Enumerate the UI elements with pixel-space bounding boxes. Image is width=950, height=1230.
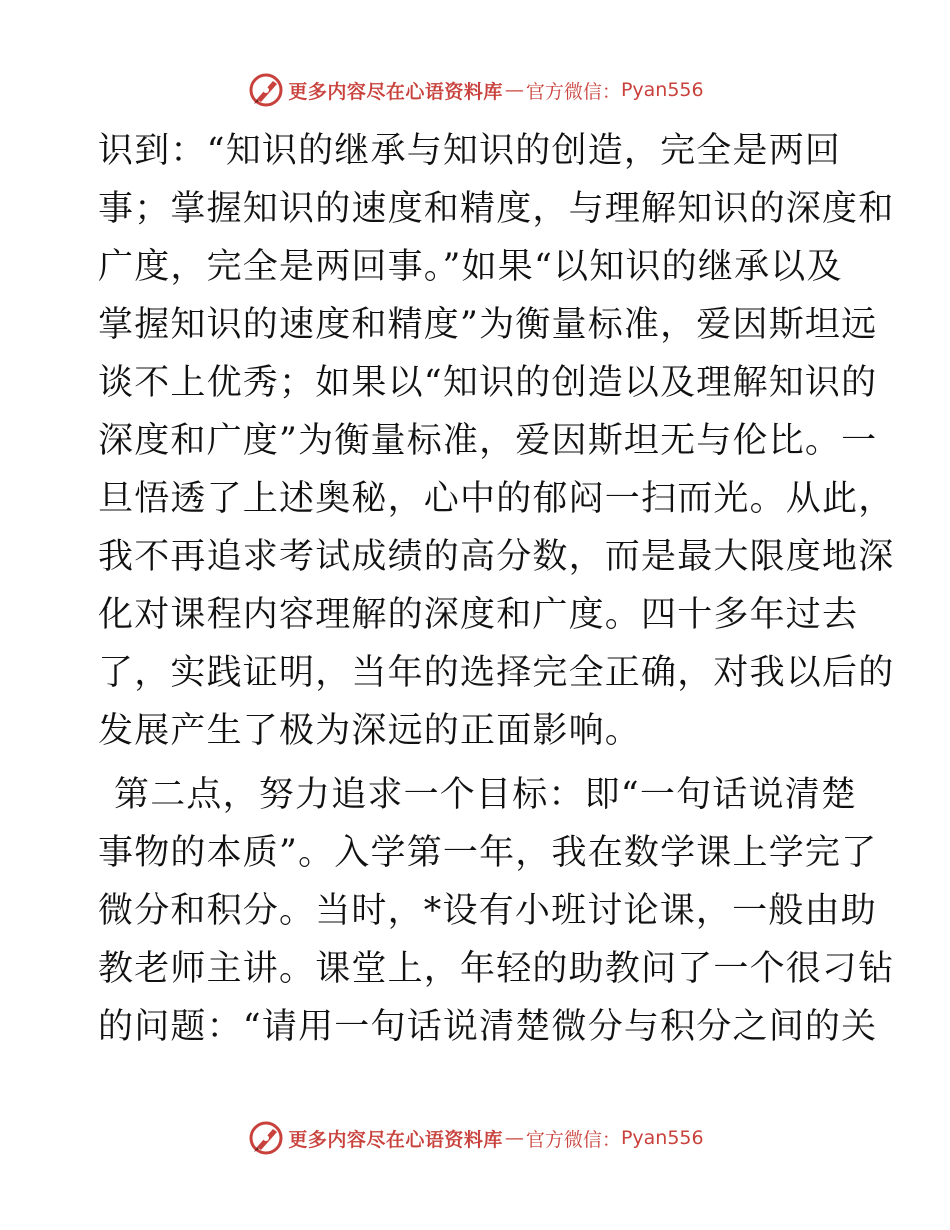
text-line: 我不再追求考试成绩的高分数，而是最大限度地深	[98, 537, 895, 577]
footer-wechat-id: Pyan556	[620, 1127, 704, 1149]
text-line: 了，实践证明，当年的选择完全正确，对我以后的	[98, 653, 895, 693]
text-line: 微分和积分。当时，*设有小班讨论课，一般由助	[98, 891, 877, 931]
pen-logo-icon	[246, 70, 286, 110]
pen-logo-icon	[246, 1118, 286, 1158]
text-line: 化对课程内容理解的深度和广度。四十多年过去	[98, 595, 859, 635]
body-text	[98, 122, 895, 1056]
footer-wechat-label: 官方微信：	[525, 1128, 621, 1151]
text-line: 教老师主讲。课堂上，年轻的助教问了一个很刁钻	[98, 949, 895, 989]
text-line: 深度和广度”为衡量标准，爱因斯坦无与伦比。一	[98, 421, 878, 461]
text-line: 事物的本质”。入学第一年，我在数学课上学完了	[98, 833, 878, 873]
header-wechat-id: Pyan556	[620, 79, 704, 101]
text-line: 谈不上优秀；如果以“知识的创造以及理解知识的	[98, 363, 878, 403]
text-line: 识到：“知识的继承与知识的创造，完全是两回	[98, 131, 842, 171]
text-line: 掌握知识的速度和精度”为衡量标准，爱因斯坦远	[98, 305, 878, 345]
footer-site-name: 更多内容尽在心语资料库	[288, 1128, 503, 1151]
paragraph-2	[98, 766, 895, 1056]
header-site-name: 更多内容尽在心语资料库	[288, 80, 503, 103]
header-banner	[0, 68, 950, 112]
text-line: 第二点，努力追求一个目标：即“一句话说清楚	[114, 775, 858, 815]
text-line: 发展产生了极为深远的正面影响。	[98, 711, 642, 751]
text-line: 事；掌握知识的速度和精度，与理解知识的深度和	[98, 189, 895, 229]
text-line: 旦悟透了上述奥秘，心中的郁闷一扫而光。从此，	[98, 479, 895, 519]
header-separator: —	[504, 79, 524, 101]
footer-separator: —	[504, 1127, 524, 1149]
text-line: 广度，完全是两回事。”如果“以知识的继承以及	[98, 247, 843, 287]
paragraph-1	[98, 122, 895, 760]
text-line: 的问题：“请用一句话说清楚微分与积分之间的关	[98, 1007, 878, 1047]
header-wechat-label: 官方微信：	[525, 80, 621, 103]
footer-banner	[0, 1116, 950, 1160]
